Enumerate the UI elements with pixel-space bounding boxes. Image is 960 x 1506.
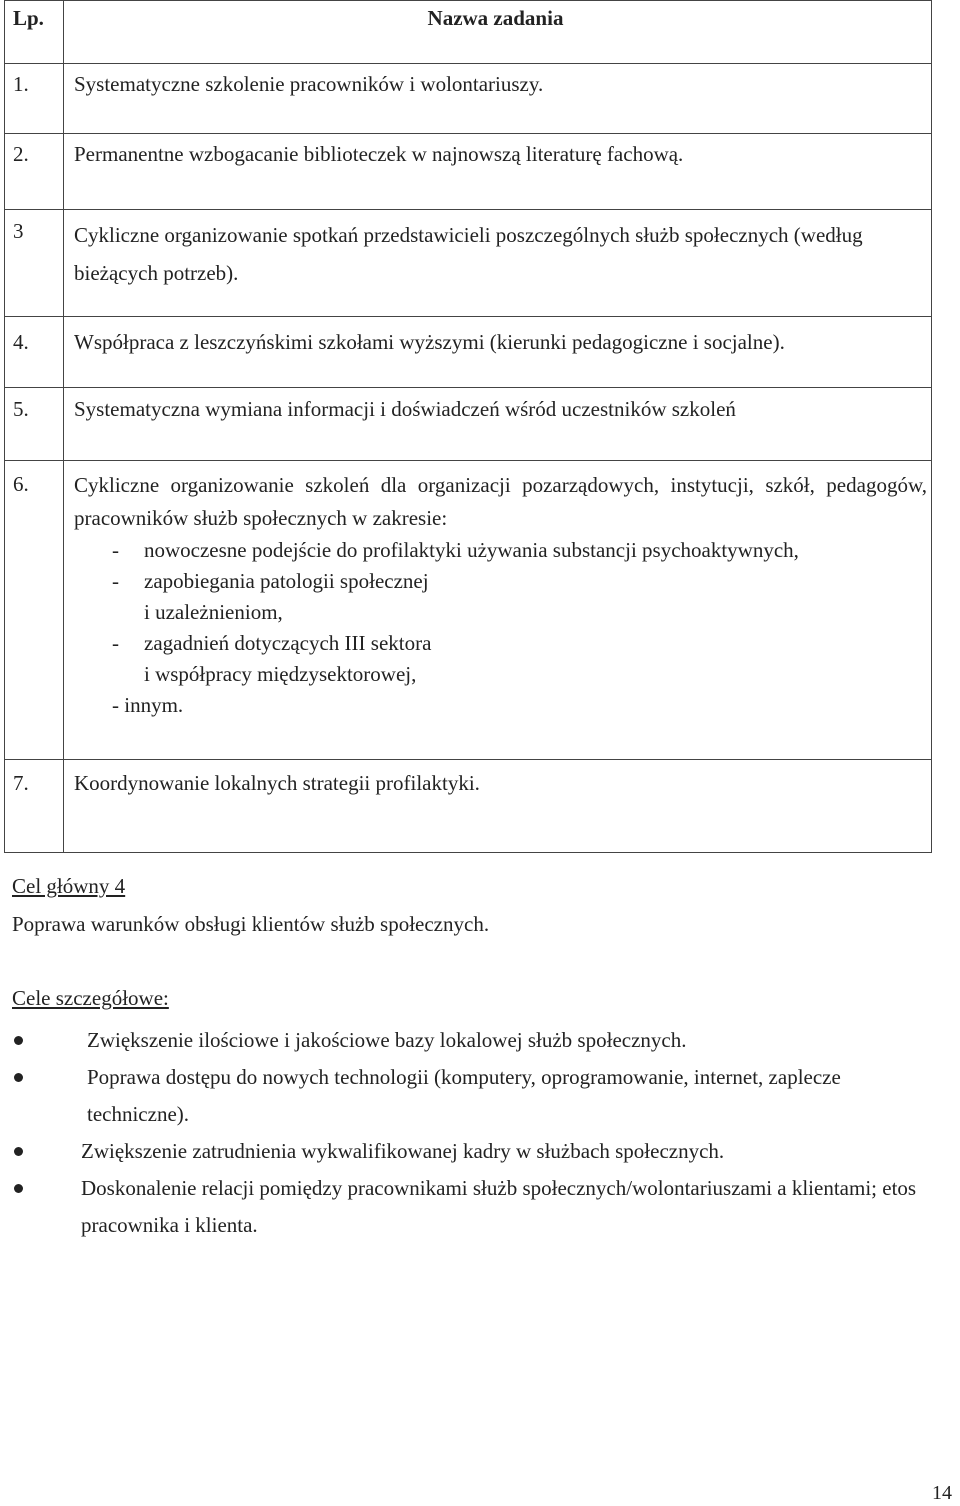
- sublist-item: [74, 566, 927, 597]
- objective-text: Poprawa dostępu do nowych technologii (komputery, oprogramowanie, internet, zaplecze techniczne).: [87, 1065, 841, 1126]
- objective-item: [0, 1059, 940, 1133]
- objective-item: [0, 1133, 940, 1170]
- sublist-line: i współpracy międzysektorowej,: [144, 662, 417, 686]
- objective-text: Zwiększenie ilościowe i jakościowe bazy lokalowej służb społecznych.: [87, 1028, 687, 1052]
- row-number: 7.: [5, 760, 64, 853]
- row-number: 3: [5, 210, 64, 317]
- table-header-row: [5, 1, 932, 64]
- table-row: [5, 317, 932, 388]
- table-row: [5, 134, 932, 210]
- sublist-line: nowoczesne podejście do profilaktyki używania substancji psychoaktywnych,: [144, 538, 799, 562]
- sublist-item: [74, 535, 927, 566]
- sublist-line: zagadnień dotyczących III sektora: [144, 631, 432, 655]
- table-row: [5, 388, 932, 461]
- bullet-icon: [14, 1073, 23, 1082]
- row-number: 1.: [5, 64, 64, 134]
- table-row: [5, 64, 932, 134]
- header-task-name: Nazwa zadania: [64, 1, 932, 64]
- row-text-6: [64, 461, 932, 760]
- row-text: Współpraca z leszczyńskimi szkołami wyższymi (kierunki pedagogiczne i socjalne).: [64, 317, 932, 388]
- sublist-last-item: - innym.: [112, 693, 184, 717]
- bullet-icon: [14, 1184, 23, 1193]
- objective-text: Zwiększenie zatrudnienia wykwalifikowanej kadry w służbach społecznych.: [81, 1139, 725, 1163]
- row-text: Permanentne wzbogacanie biblioteczek w najnowszą literaturę fachową.: [64, 134, 932, 210]
- sublist-item: [74, 628, 927, 659]
- table-row: [5, 461, 932, 760]
- dash-marker: -: [112, 569, 119, 593]
- sublist-item-continuation: [74, 659, 927, 690]
- objective-item: [0, 1170, 940, 1244]
- dash-marker: -: [112, 631, 119, 655]
- sublist-item-continuation: [74, 597, 927, 628]
- table-row: [5, 760, 932, 853]
- header-lp: Lp.: [5, 1, 64, 64]
- table-row: [5, 210, 932, 317]
- objectives-heading: Cele szczegółowe:: [12, 986, 169, 1010]
- row-6-intro: Cykliczne organizowanie szkoleń dla organizacji pozarządowych, instytucji, szkół, pedagogów, pracowników służb społecznych w zakresie:: [74, 473, 927, 530]
- bullet-icon: [14, 1036, 23, 1045]
- row-number: 5.: [5, 388, 64, 461]
- page-number: 14: [932, 1482, 952, 1504]
- goal-text: Poprawa warunków obsługi klientów służb społecznych.: [12, 912, 490, 936]
- row-text: Koordynowanie lokalnych strategii profilaktyki.: [64, 760, 932, 853]
- row-text: Systematyczne szkolenie pracowników i wolontariuszy.: [64, 64, 932, 134]
- sublist-line: i uzależnieniom,: [144, 600, 283, 624]
- row-number: 6.: [5, 461, 64, 760]
- sublist-line: zapobiegania patologii społecznej: [144, 569, 429, 593]
- row-6-sublist: [74, 535, 927, 690]
- objective-text: Doskonalenie relacji pomiędzy pracownikami służb społecznych/wolontariuszami a klientami; etos pracownika i klienta.: [81, 1176, 917, 1237]
- dash-marker: -: [112, 538, 119, 562]
- tasks-table: [4, 0, 932, 853]
- row-text: Systematyczna wymiana informacji i doświadczeń wśród uczestników szkoleń: [64, 388, 932, 461]
- bullet-icon: [14, 1147, 23, 1156]
- row-number: 2.: [5, 134, 64, 210]
- row-number: 4.: [5, 317, 64, 388]
- goal-heading: Cel główny 4: [12, 874, 126, 898]
- objectives-list: [0, 1022, 940, 1244]
- objective-item: [0, 1022, 940, 1059]
- row-text: Cykliczne organizowanie spotkań przedstawicieli poszczególnych służb społecznych (według bieżących potrzeb).: [64, 210, 932, 317]
